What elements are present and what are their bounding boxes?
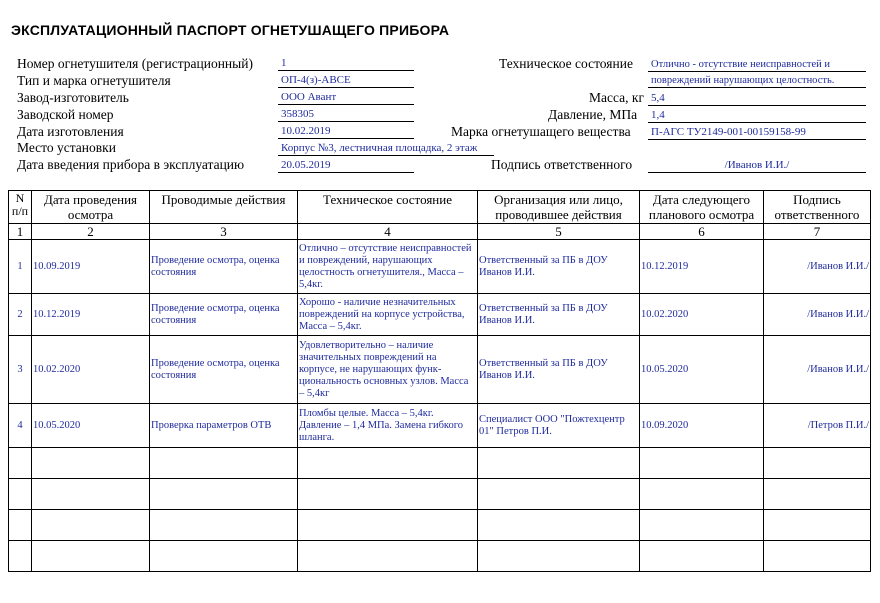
column-number: 5 bbox=[478, 224, 640, 240]
field-value-agent: П-АГС ТУ2149-001-00159158-99 bbox=[648, 126, 866, 140]
column-number: 1 bbox=[9, 224, 32, 240]
responsible-organization: Ответственный за ПБ в ДОУ Иванов И.И. bbox=[478, 336, 640, 404]
table-row bbox=[9, 404, 871, 448]
header-inspection-date: Дата проведения осмотра bbox=[32, 191, 150, 224]
header-next-date: Дата следующего планового осмотра bbox=[640, 191, 764, 224]
column-number: 7 bbox=[764, 224, 871, 240]
header-signature: Подпись ответственного bbox=[764, 191, 871, 224]
table-row bbox=[9, 240, 871, 294]
column-number: 2 bbox=[32, 224, 150, 240]
field-label-location: Место установки bbox=[17, 140, 116, 155]
field-value-tech-state-line2: повреждений нарушающих целостность. bbox=[648, 74, 866, 88]
header-organization: Организация или лицо, проводившее действия bbox=[478, 191, 640, 224]
row-number: 3 bbox=[9, 336, 32, 404]
field-value-commission-date: 20.05.2019 bbox=[278, 159, 414, 173]
field-value-location: Корпус №3, лестничная площадка, 2 этаж bbox=[278, 142, 494, 156]
action-performed: Проведение осмотра, оценка состояния bbox=[150, 336, 298, 404]
row-number: 4 bbox=[9, 404, 32, 448]
table-row bbox=[9, 336, 871, 404]
field-value-pressure: 1,4 bbox=[648, 109, 866, 123]
table-row bbox=[9, 294, 871, 336]
column-number-row bbox=[9, 224, 871, 240]
header-actions: Проводимые действия bbox=[150, 191, 298, 224]
tech-state: Пломбы целые. Масса – 5,4кг. Давление – 1,4 МПа. Замена гибкого шланга. bbox=[298, 404, 478, 448]
action-performed: Проведение осмотра, оценка состояния bbox=[150, 294, 298, 336]
tech-state: Удовлетворительно – наличие значительных повреждений на корпусе, не нарушающих функ-циональность основных узлов. Масса – 5,4кг bbox=[298, 336, 478, 404]
field-label-manufacturer: Завод-изготовитель bbox=[17, 90, 129, 105]
responsible-organization: Ответственный за ПБ в ДОУ Иванов И.И. bbox=[478, 294, 640, 336]
responsible-organization: Специалист ООО "Пожтехцентр 01" Петров П.И. bbox=[478, 404, 640, 448]
header-tech-state: Техническое состояние bbox=[298, 191, 478, 224]
field-value-type: ОП-4(з)-АВСЕ bbox=[278, 74, 414, 88]
signature: /Иванов И.И./ bbox=[764, 240, 871, 294]
empty-table-row bbox=[9, 479, 871, 510]
row-number: 2 bbox=[9, 294, 32, 336]
field-label-serial: Заводской номер bbox=[17, 107, 114, 122]
signature: /Петров П.И./ bbox=[764, 404, 871, 448]
field-value-manufacture-date: 10.02.2019 bbox=[278, 125, 414, 139]
column-number: 3 bbox=[150, 224, 298, 240]
field-value-signature: /Иванов И.И./ bbox=[648, 159, 866, 173]
field-value-tech-state-line1: Отлично - отсутствие неисправностей и bbox=[648, 58, 866, 72]
tech-state: Хорошо - наличие незначительных повреждений на корпусе устройства, Масса – 5,4кг. bbox=[298, 294, 478, 336]
inspection-date: 10.09.2019 bbox=[32, 240, 150, 294]
field-label-agent: Марка огнетушащего вещества bbox=[451, 124, 631, 139]
empty-table-row bbox=[9, 541, 871, 572]
inspection-date: 10.12.2019 bbox=[32, 294, 150, 336]
field-label-pressure: Давление, МПа bbox=[548, 107, 638, 122]
next-inspection-date: 10.12.2019 bbox=[640, 240, 764, 294]
field-label-reg-number: Номер огнетушителя (регистрационный) bbox=[17, 56, 253, 71]
next-inspection-date: 10.09.2020 bbox=[640, 404, 764, 448]
empty-table-row bbox=[9, 448, 871, 479]
next-inspection-date: 10.05.2020 bbox=[640, 336, 764, 404]
field-label-manufacture-date: Дата изготовления bbox=[17, 124, 124, 139]
field-value-serial: 358305 bbox=[278, 108, 414, 122]
tech-state: Отлично – отсутствие неисправностей и повреждений, нарушающих целостность огнетушителя., Масса – 5,4кг. bbox=[298, 240, 478, 294]
header-number: N п/п bbox=[9, 191, 32, 224]
responsible-organization: Ответственный за ПБ в ДОУ Иванов И.И. bbox=[478, 240, 640, 294]
document-title: ЭКСПЛУАТАЦИОННЫЙ ПАСПОРТ ОГНЕТУШАЩЕГО ПРИБОРА bbox=[11, 22, 450, 38]
inspection-date: 10.05.2020 bbox=[32, 404, 150, 448]
empty-table-row bbox=[9, 510, 871, 541]
field-label-type: Тип и марка огнетушителя bbox=[17, 73, 171, 88]
field-value-mass: 5,4 bbox=[648, 92, 866, 106]
signature: /Иванов И.И./ bbox=[764, 294, 871, 336]
field-value-manufacturer: ООО Авант bbox=[278, 91, 414, 105]
inspection-date: 10.02.2020 bbox=[32, 336, 150, 404]
inspection-log-table bbox=[8, 190, 871, 572]
field-label-mass: Масса, кг bbox=[589, 90, 644, 105]
field-value-reg-number: 1 bbox=[278, 57, 414, 71]
field-label-commission-date: Дата введения прибора в эксплуатацию bbox=[17, 157, 245, 172]
table-header-row bbox=[9, 191, 871, 224]
field-label-tech-state: Техническое состояние bbox=[499, 56, 633, 71]
action-performed: Проведение осмотра, оценка состояния bbox=[150, 240, 298, 294]
column-number: 6 bbox=[640, 224, 764, 240]
action-performed: Проверка параметров ОТВ bbox=[150, 404, 298, 448]
column-number: 4 bbox=[298, 224, 478, 240]
row-number: 1 bbox=[9, 240, 32, 294]
signature: /Иванов И.И./ bbox=[764, 336, 871, 404]
field-label-signature: Подпись ответственного bbox=[491, 157, 633, 172]
next-inspection-date: 10.02.2020 bbox=[640, 294, 764, 336]
